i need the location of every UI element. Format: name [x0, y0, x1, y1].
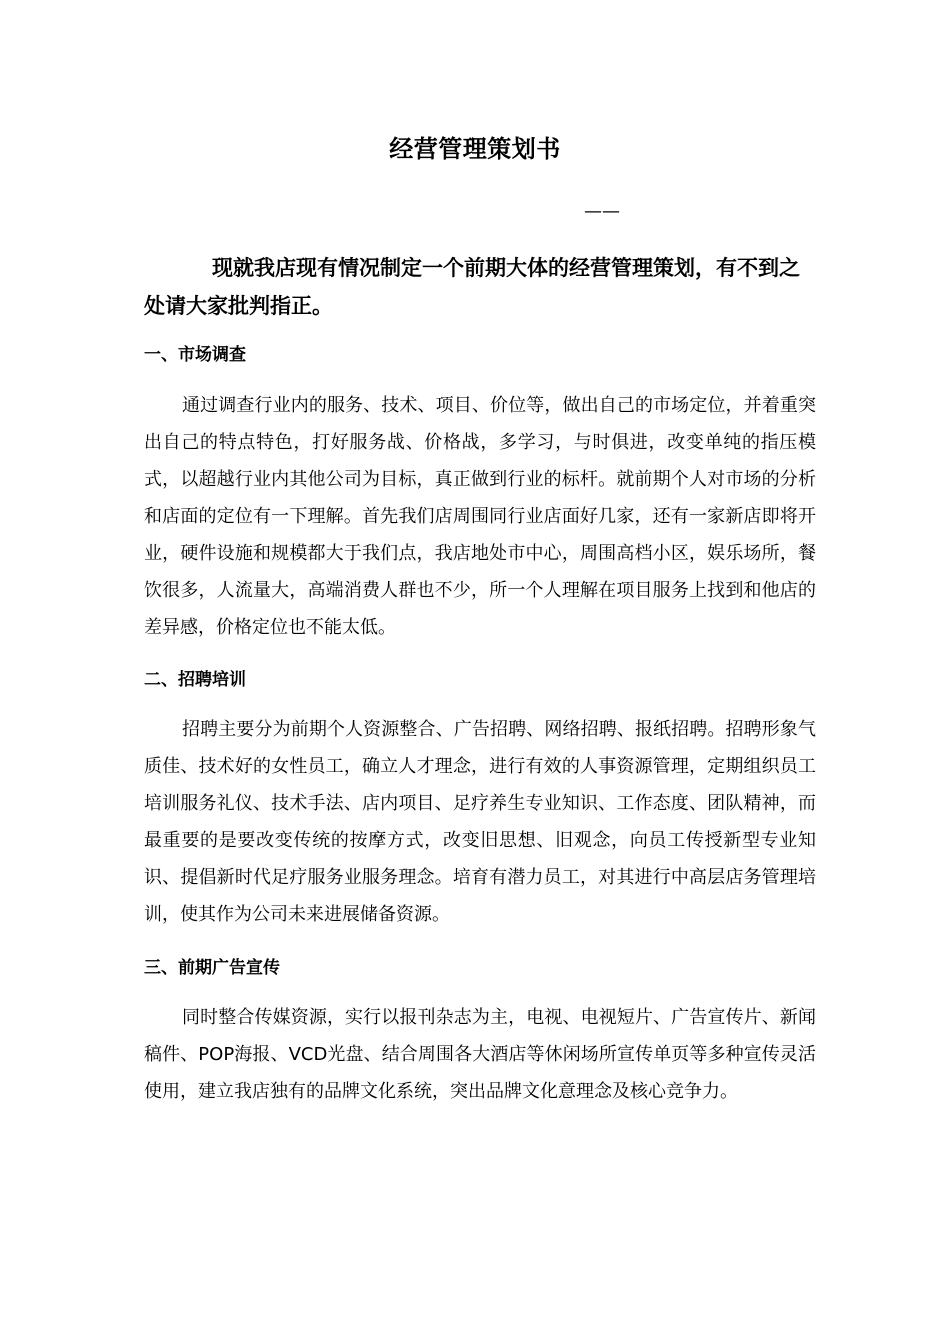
- document-title: 经营管理策划书: [389, 135, 561, 163]
- section-body-advertising: 同时整合传媒资源，实行以报刊杂志为主，电视、电视短片、广告宣传片、新闻稿件、POP海报、VCD光盘、结合周围各大酒店等休闲场所宣传单页等多种宣传灵活使用，建立我店独有的品牌文化系统，突出品牌文化意理念及核心竞争力。: [144, 1007, 816, 1102]
- section-body-recruitment-training: 招聘主要分为前期个人资源整合、广告招聘、网络招聘、报纸招聘。招聘形象气质佳、技术好的女性员工，确立人才理念，进行有效的人事资源管理，定期组织员工培训服务礼仪、技术手法、店内项目、足疗养生专业知识、工作态度、团队精神，而最重要的是要改变传统的按摩方式，改变旧思想、旧观念，向员工传授新型专业知识、提倡新时代足疗服务业服务理念。培育有潜力员工，对其进行中高层店务管理培训，使其作为公司未来进展储备资源。: [144, 719, 816, 925]
- section-heading-market-research: 一、市场调查: [144, 345, 246, 365]
- section-heading-advertising: 三、前期广告宣传: [144, 958, 280, 978]
- intro-paragraph: 现就我店现有情况制定一个前期大体的经营管理策划，有不到之处请大家批判指正。: [144, 256, 800, 318]
- section-body-market-research: 通过调查行业内的服务、技术、项目、价位等，做出自己的市场定位，并着重突出自己的特点特色，打好服务战、价格战，多学习，与时俱进，改变单纯的指压模式，以超越行业内其他公司为目标，真正做到行业的标杆。就前期个人对市场的分析和店面的定位有一下理解。首先我们店周围同行业店面好几家，还有一家新店即将开业，硬件设施和规模都大于我们点，我店地处市中心，周围高档小区，娱乐场所，餐饮很多，人流量大，高端消费人群也不少，所一个人理解在项目服务上找到和他店的差异感，价格定位也不能太低。: [144, 395, 816, 638]
- section-heading-recruitment-training: 二、招聘培训: [144, 670, 246, 690]
- title-dash: ——: [584, 201, 620, 222]
